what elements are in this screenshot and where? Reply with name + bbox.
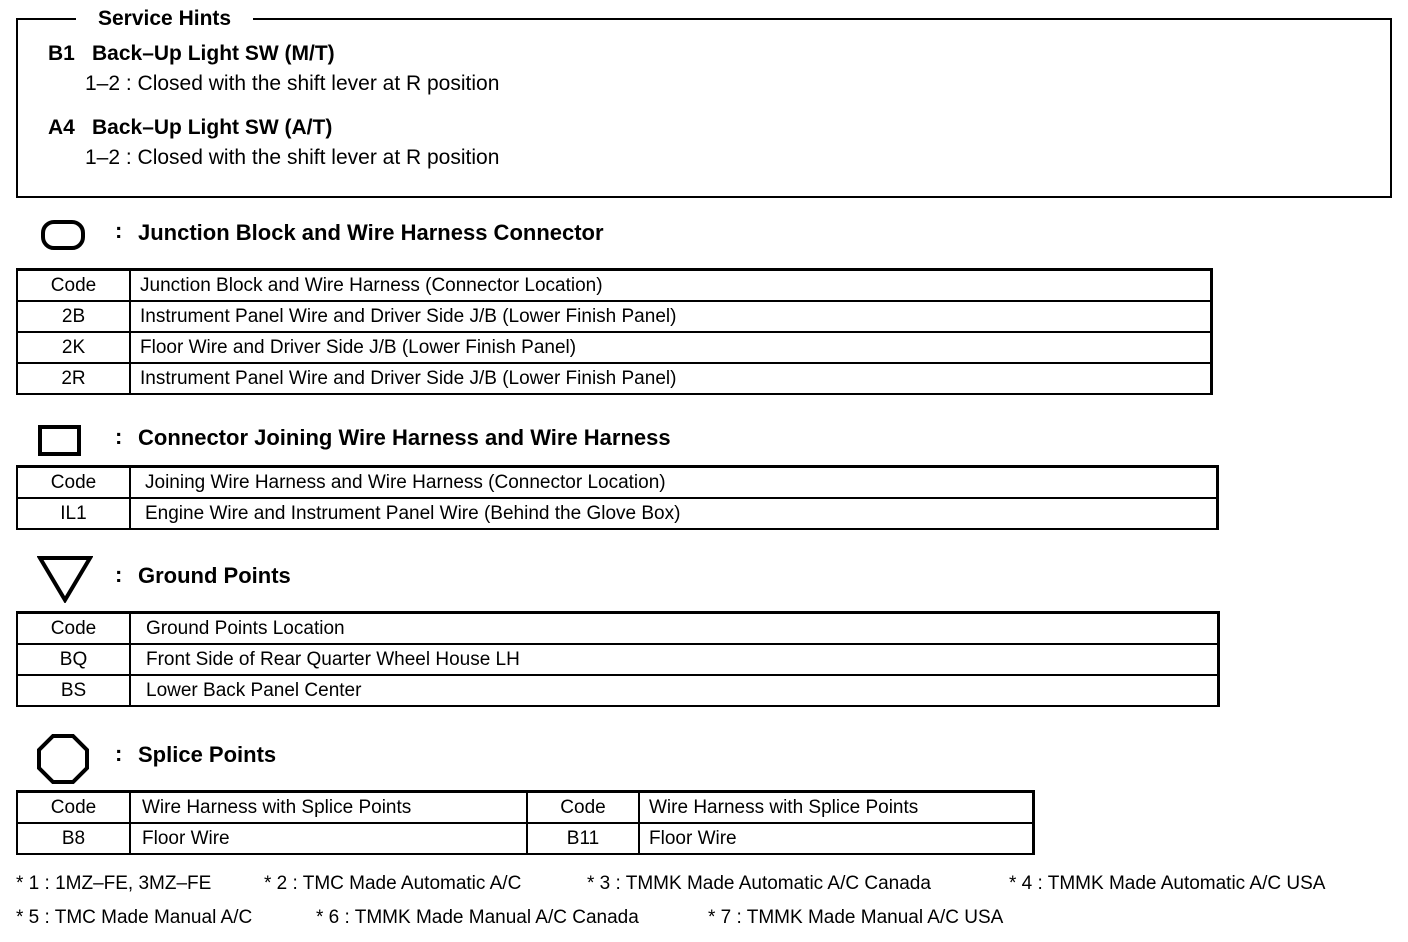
splice-section-title: Splice Points bbox=[138, 742, 277, 767]
splice-table bbox=[16, 790, 1035, 855]
code-cell: B8 bbox=[17, 823, 130, 854]
harness-cell: Floor Wire bbox=[130, 823, 527, 854]
connector-square-icon bbox=[37, 424, 83, 458]
header-cell: Ground Points Location bbox=[130, 613, 1219, 645]
code-cell: 2R bbox=[17, 363, 130, 394]
junction-block-icon bbox=[40, 219, 86, 251]
hint-detail: 1–2 : Closed with the shift lever at R position bbox=[85, 146, 500, 169]
hint-code: B1 bbox=[48, 42, 75, 65]
footnote: * 6 : TMMK Made Manual A/C Canada bbox=[316, 907, 639, 928]
section-colon: : bbox=[115, 562, 123, 587]
connector-section-title: Connector Joining Wire Harness and Wire Harness bbox=[138, 425, 671, 450]
code-cell: BS bbox=[17, 675, 130, 706]
location-cell: Front Side of Rear Quarter Wheel House LH bbox=[130, 644, 1219, 675]
code-cell: IL1 bbox=[17, 498, 130, 529]
footnote: * 4 : TMMK Made Automatic A/C USA bbox=[1009, 873, 1326, 894]
service-hints-title: Service Hints bbox=[76, 6, 253, 32]
code-cell: 2K bbox=[17, 332, 130, 363]
header-cell: Joining Wire Harness and Wire Harness (Connector Location) bbox=[130, 467, 1218, 499]
footnote: * 5 : TMC Made Manual A/C bbox=[16, 907, 253, 928]
section-colon: : bbox=[115, 218, 123, 243]
hint-code: A4 bbox=[48, 116, 75, 139]
table-row bbox=[17, 363, 1212, 394]
code-cell: BQ bbox=[17, 644, 130, 675]
connector-table bbox=[16, 465, 1219, 530]
header-cell: Code bbox=[17, 613, 130, 645]
location-cell: Instrument Panel Wire and Driver Side J/B (Lower Finish Panel) bbox=[130, 301, 1212, 332]
hint-detail: 1–2 : Closed with the shift lever at R position bbox=[85, 72, 500, 95]
code-cell: B11 bbox=[527, 823, 639, 854]
location-cell: Instrument Panel Wire and Driver Side J/B (Lower Finish Panel) bbox=[130, 363, 1212, 394]
table-row bbox=[17, 675, 1219, 706]
hint-name: Back–Up Light SW (A/T) bbox=[92, 116, 333, 139]
ground-table bbox=[16, 611, 1220, 707]
hint-name: Back–Up Light SW (M/T) bbox=[92, 42, 335, 65]
junction-table bbox=[16, 268, 1213, 395]
location-cell: Floor Wire and Driver Side J/B (Lower Finish Panel) bbox=[130, 332, 1212, 363]
table-header-row bbox=[17, 613, 1219, 645]
table-row bbox=[17, 498, 1218, 529]
table-header-row bbox=[17, 270, 1212, 302]
header-cell: Code bbox=[17, 792, 130, 824]
location-cell: Lower Back Panel Center bbox=[130, 675, 1219, 706]
footnote: * 1 : 1MZ–FE, 3MZ–FE bbox=[16, 873, 212, 894]
code-cell: 2B bbox=[17, 301, 130, 332]
junction-section-title: Junction Block and Wire Harness Connector bbox=[138, 220, 604, 245]
harness-cell: Floor Wire bbox=[639, 823, 1034, 854]
header-cell: Code bbox=[527, 792, 639, 824]
hint-item-a4 bbox=[48, 116, 332, 140]
location-cell: Engine Wire and Instrument Panel Wire (Behind the Glove Box) bbox=[130, 498, 1218, 529]
section-colon: : bbox=[115, 424, 123, 449]
splice-octagon-icon bbox=[36, 733, 90, 785]
table-row bbox=[17, 301, 1212, 332]
footnote: * 7 : TMMK Made Manual A/C USA bbox=[708, 907, 1004, 928]
header-cell: Wire Harness with Splice Points bbox=[639, 792, 1034, 824]
header-cell: Code bbox=[17, 467, 130, 499]
table-row bbox=[17, 823, 1034, 854]
ground-section-title: Ground Points bbox=[138, 563, 291, 588]
header-cell: Junction Block and Wire Harness (Connector Location) bbox=[130, 270, 1212, 302]
table-row bbox=[17, 644, 1219, 675]
footnote: * 2 : TMC Made Automatic A/C bbox=[264, 873, 522, 894]
table-header-row bbox=[17, 467, 1218, 499]
ground-triangle-icon bbox=[37, 555, 93, 603]
footnote: * 3 : TMMK Made Automatic A/C Canada bbox=[587, 873, 931, 894]
table-header-row bbox=[17, 792, 1034, 824]
table-row bbox=[17, 332, 1212, 363]
hint-item-b1 bbox=[48, 42, 335, 66]
section-colon: : bbox=[115, 741, 123, 766]
header-cell: Code bbox=[17, 270, 130, 302]
header-cell: Wire Harness with Splice Points bbox=[130, 792, 527, 824]
